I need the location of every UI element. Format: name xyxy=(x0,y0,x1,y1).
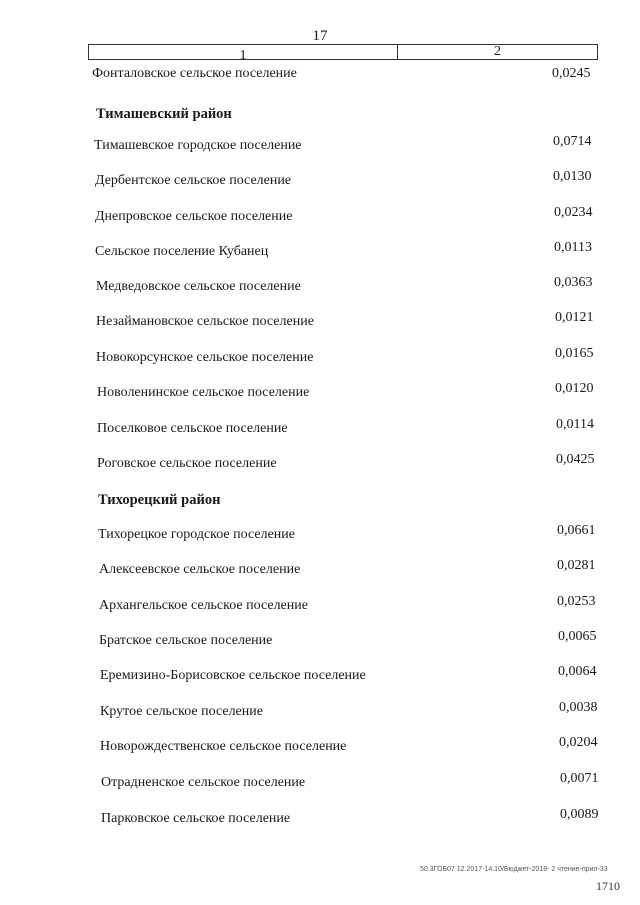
table-row xyxy=(0,771,640,795)
table-row xyxy=(0,807,640,831)
settlement-name: Тихорецкое городское поселение xyxy=(98,527,295,542)
settlement-name: Сельское поселение Кубанец xyxy=(95,244,269,259)
settlement-name: Тимашевское городское поселение xyxy=(94,138,302,153)
settlement-name: Новорождественское сельское поселение xyxy=(100,739,347,754)
settlement-value: 0,0661 xyxy=(557,523,596,538)
table-row xyxy=(0,240,640,264)
table-row xyxy=(0,594,640,618)
district-heading: Тихорецкий район xyxy=(98,492,221,508)
column-header-2: 2 xyxy=(494,44,501,59)
settlement-name: Днепровское сельское поселение xyxy=(95,209,293,224)
settlement-name: Крутое сельское поселение xyxy=(100,704,263,719)
table-row xyxy=(0,417,640,441)
settlement-value: 0,0114 xyxy=(556,417,594,432)
settlement-name: Медведовское сельское поселение xyxy=(96,279,301,294)
footer-page-number: 1710 xyxy=(596,879,620,893)
settlement-name: Архангельское сельское поселение xyxy=(99,598,308,613)
settlement-value: 0,0071 xyxy=(560,771,599,786)
table-row xyxy=(0,134,640,158)
table-row xyxy=(0,629,640,653)
table-row xyxy=(0,700,640,724)
settlement-value: 0,0245 xyxy=(552,66,591,81)
settlement-name: Еремизино-Борисовское сельское поселение xyxy=(100,668,366,683)
settlement-name: Фонталовское сельское поселение xyxy=(92,66,297,81)
settlement-value: 0,0038 xyxy=(559,700,598,715)
footer-document-code: 50.3ГОБ07 12.2017-14.10/Бюджет-2018- 2 чтение-прил-33 xyxy=(420,866,608,873)
settlement-name: Алексеевское сельское поселение xyxy=(99,562,301,577)
settlement-value: 0,0204 xyxy=(559,735,598,750)
settlement-name: Отрадненское сельское поселение xyxy=(101,775,306,790)
table-row xyxy=(0,275,640,299)
settlement-value: 0,0089 xyxy=(560,807,599,822)
settlement-name: Братское сельское поселение xyxy=(99,633,273,648)
table-row xyxy=(0,558,640,582)
settlement-name: Парковское сельское поселение xyxy=(101,811,291,826)
settlement-value: 0,0165 xyxy=(555,346,594,361)
settlement-value: 0,0113 xyxy=(554,240,592,255)
settlement-value: 0,0065 xyxy=(558,629,597,644)
settlement-value: 0,0064 xyxy=(558,664,597,679)
column-header-1: 1 xyxy=(89,45,398,59)
table-row xyxy=(0,310,640,334)
table-row xyxy=(0,664,640,688)
settlement-value: 0,0714 xyxy=(553,134,592,149)
settlement-value: 0,0234 xyxy=(554,205,593,220)
settlement-value: 0,0281 xyxy=(557,558,596,573)
settlement-name: Незаймановское сельское поселение xyxy=(96,314,314,329)
settlement-name: Поселковое сельское поселение xyxy=(97,421,288,436)
page-number: 17 xyxy=(312,28,328,44)
table-row xyxy=(0,452,640,476)
column-header xyxy=(88,44,598,63)
settlement-name: Дербентское сельское поселение xyxy=(95,173,292,188)
settlement-value: 0,0120 xyxy=(555,381,594,396)
settlement-value: 0,0130 xyxy=(553,169,592,184)
settlement-value: 0,0121 xyxy=(555,310,594,325)
district-heading: Тимашевский район xyxy=(96,106,232,122)
settlement-value: 0,0425 xyxy=(556,452,595,467)
settlement-name: Роговское сельское поселение xyxy=(97,456,277,471)
settlement-value: 0,0253 xyxy=(557,594,596,609)
table-row xyxy=(0,381,640,405)
table-row xyxy=(0,346,640,370)
settlement-name: Новокорсунское сельское поселение xyxy=(96,350,314,365)
table-row xyxy=(0,66,640,86)
table-row xyxy=(0,205,640,229)
settlement-name: Новоленинское сельское поселение xyxy=(97,385,310,400)
table-row xyxy=(0,523,640,547)
table-row xyxy=(0,735,640,759)
table-row xyxy=(0,169,640,193)
settlement-value: 0,0363 xyxy=(554,275,593,290)
